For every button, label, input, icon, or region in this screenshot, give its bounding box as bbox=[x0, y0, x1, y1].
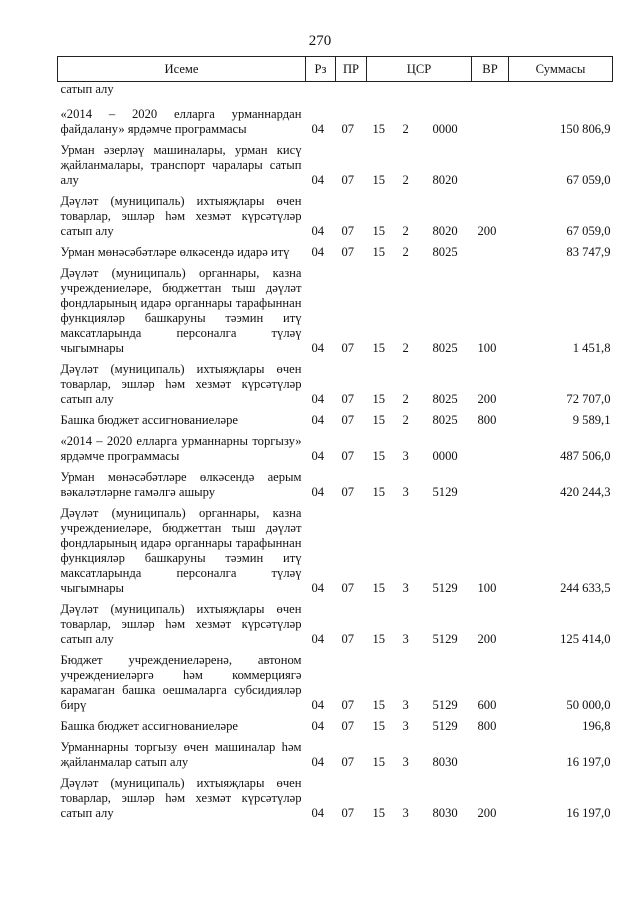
cell-vr bbox=[472, 139, 509, 190]
cell-rz: 04 bbox=[311, 806, 325, 820]
cell-csr-1: 15 bbox=[372, 341, 386, 355]
header-vr: ВР bbox=[472, 57, 509, 82]
cell-name: Дәүләт (муниципаль) органнары, казна учреждениеләре, бюджеттан тыш дәүләт фондларының идарә органнары тарафыннан функцияләр башкаруны тәэмин итү максатларында персоналга түләү чыгымнары bbox=[60, 266, 302, 355]
cell-csr-1: 15 bbox=[372, 806, 386, 820]
cell-pr: 07 bbox=[341, 698, 355, 712]
cell-vr bbox=[472, 466, 509, 502]
cell-sum: 196,8 bbox=[582, 719, 611, 733]
cell-csr-3: 5129 bbox=[432, 719, 458, 733]
cell-csr-1: 15 bbox=[372, 392, 386, 406]
header-pr: ПР bbox=[336, 57, 367, 82]
header-name: Исеме bbox=[58, 57, 306, 82]
cell-csr-3: 8030 bbox=[432, 806, 458, 820]
cell-pr: 07 bbox=[341, 173, 355, 187]
cell-sum: 150 806,9 bbox=[560, 122, 611, 136]
cell-pr: 07 bbox=[341, 224, 355, 238]
cell-csr-1: 15 bbox=[372, 632, 386, 646]
cell-sum: 16 197,0 bbox=[566, 755, 611, 769]
cell-name: Башка бюджет ассигнованиеләре bbox=[60, 719, 238, 733]
cell-rz: 04 bbox=[311, 392, 325, 406]
cell-csr-2: 3 bbox=[402, 719, 409, 733]
table-body bbox=[58, 82, 613, 824]
continued-row bbox=[58, 82, 613, 104]
header-sum: Суммасы bbox=[509, 57, 613, 82]
cell-pr: 07 bbox=[341, 806, 355, 820]
cell-pr: 07 bbox=[341, 449, 355, 463]
cell-csr-1: 15 bbox=[372, 698, 386, 712]
cell-rz: 04 bbox=[311, 173, 325, 187]
cell-sum: 16 197,0 bbox=[566, 806, 611, 820]
cell-name: Башка бюджет ассигнованиеләре bbox=[60, 413, 238, 427]
cell-pr: 07 bbox=[341, 581, 355, 595]
cell-vr bbox=[472, 430, 509, 466]
cell-csr-2: 3 bbox=[402, 485, 409, 499]
cell-rz: 04 bbox=[311, 413, 325, 427]
cell-name: «2014 – 2020 елларга урманнардан файдалану» ярдәмче программасы bbox=[60, 107, 302, 136]
cell-rz: 04 bbox=[311, 719, 325, 733]
cell-csr-2: 3 bbox=[402, 581, 409, 595]
cell-name: Урманнарны торгызу өчен машиналар һәм җайланмалар сатып алу bbox=[60, 740, 302, 769]
cell-pr: 07 bbox=[341, 245, 355, 259]
cell-csr-2: 2 bbox=[402, 245, 409, 259]
cell-csr-3: 8025 bbox=[432, 392, 458, 406]
cell-csr-3: 5129 bbox=[432, 581, 458, 595]
cell-csr-3: 8025 bbox=[432, 341, 458, 355]
table-row bbox=[58, 190, 613, 241]
cell-vr bbox=[472, 241, 509, 262]
cell-vr bbox=[472, 736, 509, 772]
cell-rz: 04 bbox=[311, 122, 325, 136]
cell-pr: 07 bbox=[341, 755, 355, 769]
table-row bbox=[58, 649, 613, 715]
cell-csr-2: 3 bbox=[402, 806, 409, 820]
cell-name: Дәүләт (муниципаль) ихтыяҗлары өчен товарлар, эшләр һәм хезмәт күрсәтүләр сатып алу bbox=[60, 776, 302, 820]
cell-name: Урман әзерләү машиналары, урман кисү җайланмалары, транспорт чаралары сатып алу bbox=[60, 143, 302, 187]
table-row bbox=[58, 715, 613, 736]
cell-csr-1: 15 bbox=[372, 224, 386, 238]
cell-name: Дәүләт (муниципаль) ихтыяҗлары өчен товарлар, эшләр һәм хезмәт күрсәтүләр сатып алу bbox=[60, 602, 302, 646]
budget-table bbox=[57, 56, 613, 823]
cell-csr-1: 15 bbox=[372, 755, 386, 769]
cell-csr-1: 15 bbox=[372, 413, 386, 427]
cell-name: Дәүләт (муниципаль) ихтыяҗлары өчен товарлар, эшләр һәм хезмәт күрсәтүләр сатып алу bbox=[60, 362, 302, 406]
cell-sum: 125 414,0 bbox=[560, 632, 611, 646]
cell-name: Бюджет учреждениеләренә, автоном учреждениеләргә һәм коммерциягә карамаган башка оешмаларга субсидияләр бирү bbox=[60, 653, 302, 712]
cell-csr-2: 2 bbox=[402, 173, 409, 187]
cell-csr-3: 5129 bbox=[432, 632, 458, 646]
cell-pr: 07 bbox=[341, 485, 355, 499]
cell-csr-3: 0000 bbox=[432, 122, 458, 136]
cell-name: Дәүләт (муниципаль) ихтыяҗлары өчен товарлар, эшләр һәм хезмәт күрсәтүләр сатып алу bbox=[60, 194, 302, 238]
cell-vr bbox=[472, 103, 509, 139]
cell-csr-1: 15 bbox=[372, 245, 386, 259]
cell-csr-1: 15 bbox=[372, 122, 386, 136]
cell-csr-2: 3 bbox=[402, 449, 409, 463]
table-row bbox=[58, 772, 613, 823]
cell-sum: 67 059,0 bbox=[566, 173, 611, 187]
cell-rz: 04 bbox=[311, 485, 325, 499]
cell-csr-2: 2 bbox=[402, 413, 409, 427]
cell-csr-1: 15 bbox=[372, 449, 386, 463]
cell-csr-2: 3 bbox=[402, 698, 409, 712]
cell-pr: 07 bbox=[341, 719, 355, 733]
cell-pr: 07 bbox=[341, 341, 355, 355]
cell-pr: 07 bbox=[341, 122, 355, 136]
cell-sum: 72 707,0 bbox=[566, 392, 611, 406]
cell-sum: 67 059,0 bbox=[566, 224, 611, 238]
continued-text: сатып алу bbox=[60, 82, 114, 96]
cell-csr-2: 2 bbox=[402, 392, 409, 406]
cell-csr-3: 8030 bbox=[432, 755, 458, 769]
cell-vr: 200 bbox=[477, 632, 497, 646]
cell-csr-2: 3 bbox=[402, 755, 409, 769]
table-row bbox=[58, 409, 613, 430]
table-header bbox=[58, 57, 613, 82]
cell-pr: 07 bbox=[341, 632, 355, 646]
cell-csr-1: 15 bbox=[372, 581, 386, 595]
cell-csr-3: 5129 bbox=[432, 698, 458, 712]
header-csr: ЦСР bbox=[367, 57, 472, 82]
cell-csr-3: 8025 bbox=[432, 413, 458, 427]
cell-rz: 04 bbox=[311, 698, 325, 712]
table-row bbox=[58, 736, 613, 772]
table-row bbox=[58, 139, 613, 190]
cell-name: Дәүләт (муниципаль) органнары, казна учреждениеләре, бюджеттан тыш дәүләт фондларының идарә органнары тарафыннан функцияләр башкаруны тәэмин итү максатларында персоналга түләү чыгымнары bbox=[60, 506, 302, 595]
cell-csr-3: 8020 bbox=[432, 173, 458, 187]
cell-sum: 420 244,3 bbox=[560, 485, 611, 499]
cell-csr-3: 0000 bbox=[432, 449, 458, 463]
cell-vr: 200 bbox=[477, 224, 497, 238]
cell-name: «2014 – 2020 елларга урманнарны торгызу» ярдәмче программасы bbox=[60, 434, 302, 463]
cell-csr-2: 2 bbox=[402, 122, 409, 136]
cell-csr-3: 5129 bbox=[432, 485, 458, 499]
cell-pr: 07 bbox=[341, 392, 355, 406]
cell-sum: 9 589,1 bbox=[572, 413, 611, 427]
cell-csr-1: 15 bbox=[372, 173, 386, 187]
table-row bbox=[58, 502, 613, 598]
cell-csr-3: 8025 bbox=[432, 245, 458, 259]
cell-csr-2: 2 bbox=[402, 224, 409, 238]
cell-sum: 83 747,9 bbox=[566, 245, 611, 259]
cell-sum: 1 451,8 bbox=[572, 341, 611, 355]
table-row bbox=[58, 241, 613, 262]
table-row bbox=[58, 358, 613, 409]
cell-csr-2: 2 bbox=[402, 341, 409, 355]
cell-pr: 07 bbox=[341, 413, 355, 427]
cell-csr-1: 15 bbox=[372, 485, 386, 499]
table-row bbox=[58, 262, 613, 358]
cell-vr: 100 bbox=[477, 581, 497, 595]
page-number: 270 bbox=[308, 33, 332, 49]
cell-vr: 600 bbox=[477, 698, 497, 712]
cell-rz: 04 bbox=[311, 341, 325, 355]
cell-vr: 200 bbox=[477, 806, 497, 820]
cell-rz: 04 bbox=[311, 224, 325, 238]
cell-name: Урман мөнәсәбәтләре өлкәсендә аерым вәкаләтләрне гамәлгә ашыру bbox=[60, 470, 302, 499]
cell-csr-3: 8020 bbox=[432, 224, 458, 238]
table-row bbox=[58, 598, 613, 649]
cell-sum: 487 506,0 bbox=[560, 449, 611, 463]
cell-rz: 04 bbox=[311, 449, 325, 463]
table-row bbox=[58, 103, 613, 139]
cell-rz: 04 bbox=[311, 755, 325, 769]
table-row bbox=[58, 430, 613, 466]
table-row bbox=[58, 466, 613, 502]
cell-sum: 244 633,5 bbox=[560, 581, 611, 595]
cell-vr: 200 bbox=[477, 392, 497, 406]
cell-rz: 04 bbox=[311, 581, 325, 595]
cell-csr-1: 15 bbox=[372, 719, 386, 733]
cell-vr: 100 bbox=[477, 341, 497, 355]
cell-rz: 04 bbox=[311, 632, 325, 646]
cell-sum: 50 000,0 bbox=[566, 698, 611, 712]
cell-name: Урман мөнәсәбәтләре өлкәсендә идарә итү bbox=[60, 245, 290, 259]
header-rz: Рз bbox=[306, 57, 336, 82]
cell-rz: 04 bbox=[311, 245, 325, 259]
cell-vr: 800 bbox=[477, 413, 497, 427]
cell-csr-2: 3 bbox=[402, 632, 409, 646]
cell-vr: 800 bbox=[477, 719, 497, 733]
